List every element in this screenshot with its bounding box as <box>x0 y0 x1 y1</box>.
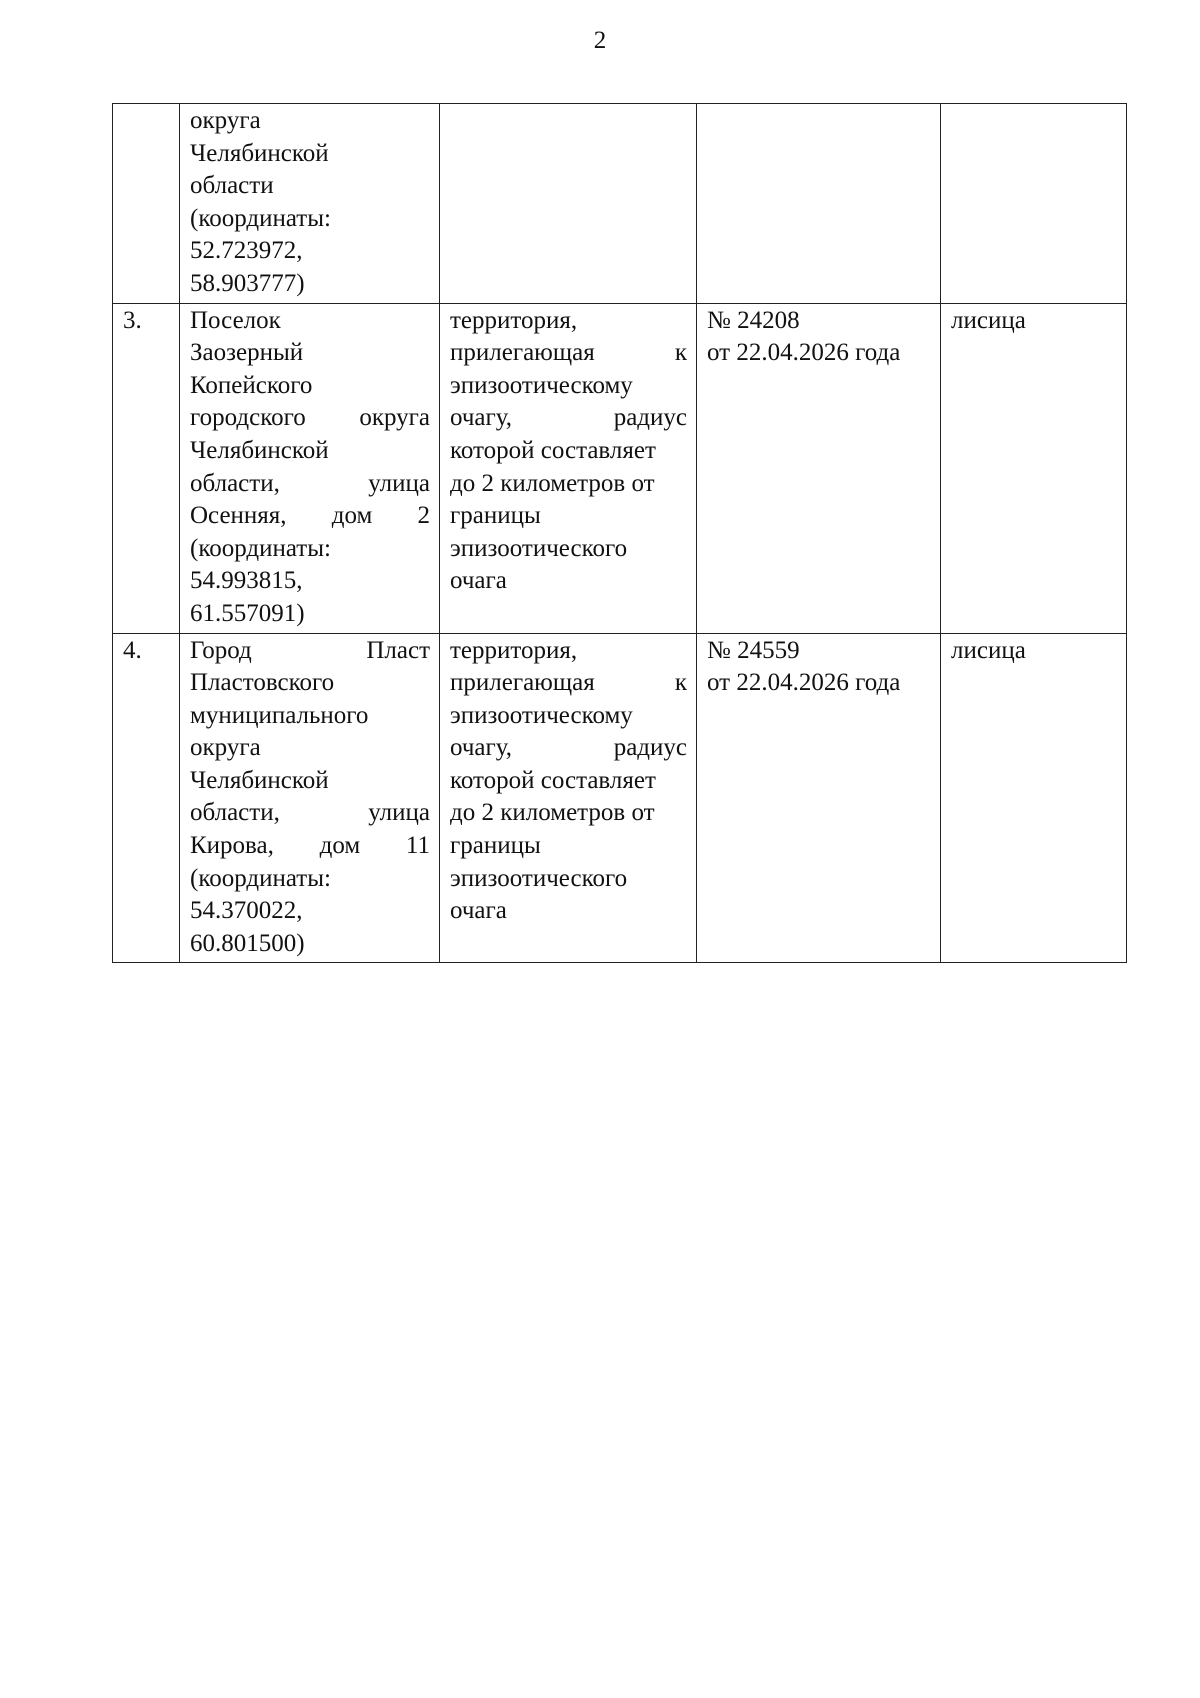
animal-cell: лисица <box>941 633 1127 963</box>
row-number: 3. <box>113 303 180 633</box>
territory-cell <box>440 303 697 633</box>
location-line: Кирова, дом 11 <box>190 832 430 860</box>
location-cell <box>180 633 440 963</box>
document-date: от 22.04.2026 года <box>707 339 901 367</box>
location-line: Город Пласт <box>190 636 430 664</box>
animal-cell <box>941 104 1127 304</box>
location-line: Копейского <box>190 371 313 399</box>
table-row <box>113 104 1127 304</box>
row-number <box>113 104 180 304</box>
location-line: Челябинской <box>190 139 329 167</box>
location-line: Поселок <box>190 306 281 334</box>
location-line: области, улица <box>190 469 430 497</box>
document-number: № 24208 <box>707 306 800 334</box>
location-line: Осенняя, дом 2 <box>190 502 430 530</box>
location-line: округа <box>190 107 261 134</box>
location-line: 58.903777) <box>190 269 305 297</box>
territory-line: территория, <box>450 306 578 334</box>
location-line: 54.370022, <box>190 897 303 925</box>
territory-line: которой составляет <box>450 436 656 464</box>
location-line: округа <box>190 734 261 762</box>
location-cell <box>180 104 440 304</box>
location-line: муниципального <box>190 701 369 729</box>
location-line: области, улица <box>190 799 430 827</box>
animal-cell: лисица <box>941 303 1127 633</box>
location-line: городского округа <box>190 404 430 432</box>
location-line: Челябинской <box>190 436 329 464</box>
document-cell <box>697 633 941 963</box>
location-cell <box>180 303 440 633</box>
territory-line: прилегающая к <box>450 339 687 367</box>
document-date: от 22.04.2026 года <box>707 669 901 697</box>
territory-line: эпизоотическому <box>450 701 633 729</box>
document-number: № 24559 <box>707 636 800 664</box>
document-cell <box>697 303 941 633</box>
territory-line: эпизоотического <box>450 534 628 562</box>
territory-line: очагу, радиус <box>450 404 687 432</box>
location-line: 60.801500) <box>190 929 305 957</box>
territory-line: территория, <box>450 636 578 664</box>
location-line: Челябинской <box>190 766 329 794</box>
location-line: (координаты: <box>190 204 331 232</box>
territory-cell <box>440 104 697 304</box>
page-number: 2 <box>593 27 607 54</box>
territory-line: очагу, радиус <box>450 734 687 762</box>
territory-line: границы <box>450 832 541 860</box>
territory-line: до 2 километров от <box>450 799 655 827</box>
territory-line: до 2 километров от <box>450 469 655 497</box>
location-line: Пластовского <box>190 669 335 697</box>
location-line: 52.723972, <box>190 237 303 265</box>
location-line: (координаты: <box>190 864 331 892</box>
document-cell <box>697 104 941 304</box>
territory-cell <box>440 633 697 963</box>
territory-line: очага <box>450 567 507 595</box>
location-line: 54.993815, <box>190 567 303 595</box>
territory-line: очага <box>450 897 507 925</box>
row-number: 4. <box>113 633 180 963</box>
territory-line: эпизоотического <box>450 864 628 892</box>
table-row <box>113 303 1127 633</box>
territory-line: эпизоотическому <box>450 371 633 399</box>
location-line: Заозерный <box>190 339 304 367</box>
quarantine-table <box>112 103 1127 963</box>
location-line: 61.557091) <box>190 599 305 627</box>
location-line: (координаты: <box>190 534 331 562</box>
table-row <box>113 633 1127 963</box>
territory-line: границы <box>450 502 541 530</box>
territory-line: которой составляет <box>450 766 656 794</box>
territory-line: прилегающая к <box>450 669 687 697</box>
location-line: области <box>190 172 274 200</box>
